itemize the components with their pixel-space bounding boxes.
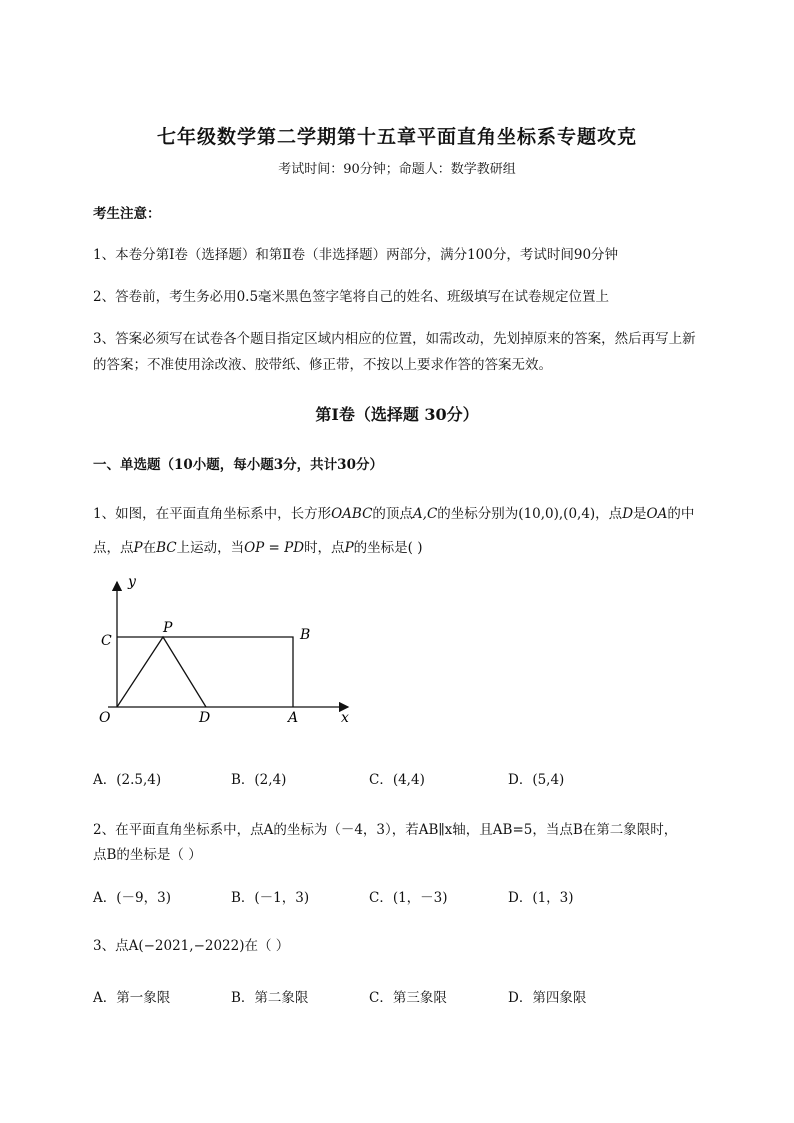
part1-heading: 一、单选题（10小题，每小题3分，共计30分）: [93, 457, 383, 473]
label-b: B: [300, 627, 311, 643]
label-x: x: [341, 710, 349, 726]
notice-heading: 考生注意：: [93, 206, 161, 222]
q2-option-a[interactable]: A．(－9，3): [93, 890, 171, 906]
q2-stem-line1: 2、在平面直角坐标系中，点A的坐标为（－4，3），若AB∥x轴，且AB=5，当点B在第二象限时，: [93, 822, 678, 838]
q1-stem-line2: 点，点P在BC上运动，当OP = PD时，点P的坐标是( ): [93, 540, 423, 556]
page-title: 七年级数学第二学期第十五章平面直角坐标系专题攻克: [156, 126, 637, 148]
q2-option-c[interactable]: C．(1，－3): [369, 890, 448, 906]
q1-option-a[interactable]: A．(2.5,4): [93, 772, 162, 788]
notice-item-3-cont: 的答案；不准使用涂改液、胶带纸、修正带，不按以上要求作答的答案无效。: [93, 357, 552, 373]
section-title: 第I卷（选择题 30分）: [315, 405, 479, 424]
q2-option-b[interactable]: B．(－1，3): [231, 890, 310, 906]
notice-item-3: 3、答案必须写在试卷各个题目指定区域内相应的位置，如需改动，先划掉原来的答案，然后再写上新: [93, 331, 696, 347]
label-d: D: [199, 710, 211, 726]
q1-option-b[interactable]: B．(2,4): [231, 772, 287, 788]
exam-subtitle: 考试时间：90分钟；命题人：数学教研组: [278, 162, 516, 177]
label-o: O: [99, 710, 111, 726]
q3-option-d[interactable]: D．第四象限: [508, 990, 587, 1006]
label-y: y: [128, 574, 136, 590]
label-a: A: [288, 710, 299, 726]
q1-stem-line1: 1、如图，在平面直角坐标系中，长方形OABC的顶点A,C的坐标分别为(10,0),(0,4)，点D是OA的中: [93, 506, 695, 522]
q3-option-b[interactable]: B．第二象限: [231, 990, 309, 1006]
q2-option-d[interactable]: D．(1，3): [508, 890, 574, 906]
triangle-opd: [117, 637, 206, 707]
rectangle-oabc: [117, 637, 293, 707]
q1-option-c[interactable]: C．(4,4): [369, 772, 425, 788]
q3-option-a[interactable]: A．第一象限: [93, 990, 171, 1006]
label-c: C: [101, 633, 112, 649]
notice-item-2: 2、答卷前，考生务必用0.5毫米黑色签字笔将自己的姓名、班级填写在试卷规定位置上: [93, 289, 610, 305]
q2-stem-line2: 点B的坐标是（ ）: [93, 847, 202, 863]
label-p: P: [163, 620, 173, 636]
q1-figure: [90, 570, 370, 730]
q3-stem: 3、点A(−2021,−2022)在（ ）: [93, 938, 290, 954]
q1-option-d[interactable]: D．(5,4): [508, 772, 565, 788]
notice-item-1: 1、本卷分第I卷（选择题）和第Ⅱ卷（非选择题）两部分，满分100分，考试时间90分钟: [93, 247, 619, 263]
q3-option-c[interactable]: C．第三象限: [369, 990, 447, 1006]
